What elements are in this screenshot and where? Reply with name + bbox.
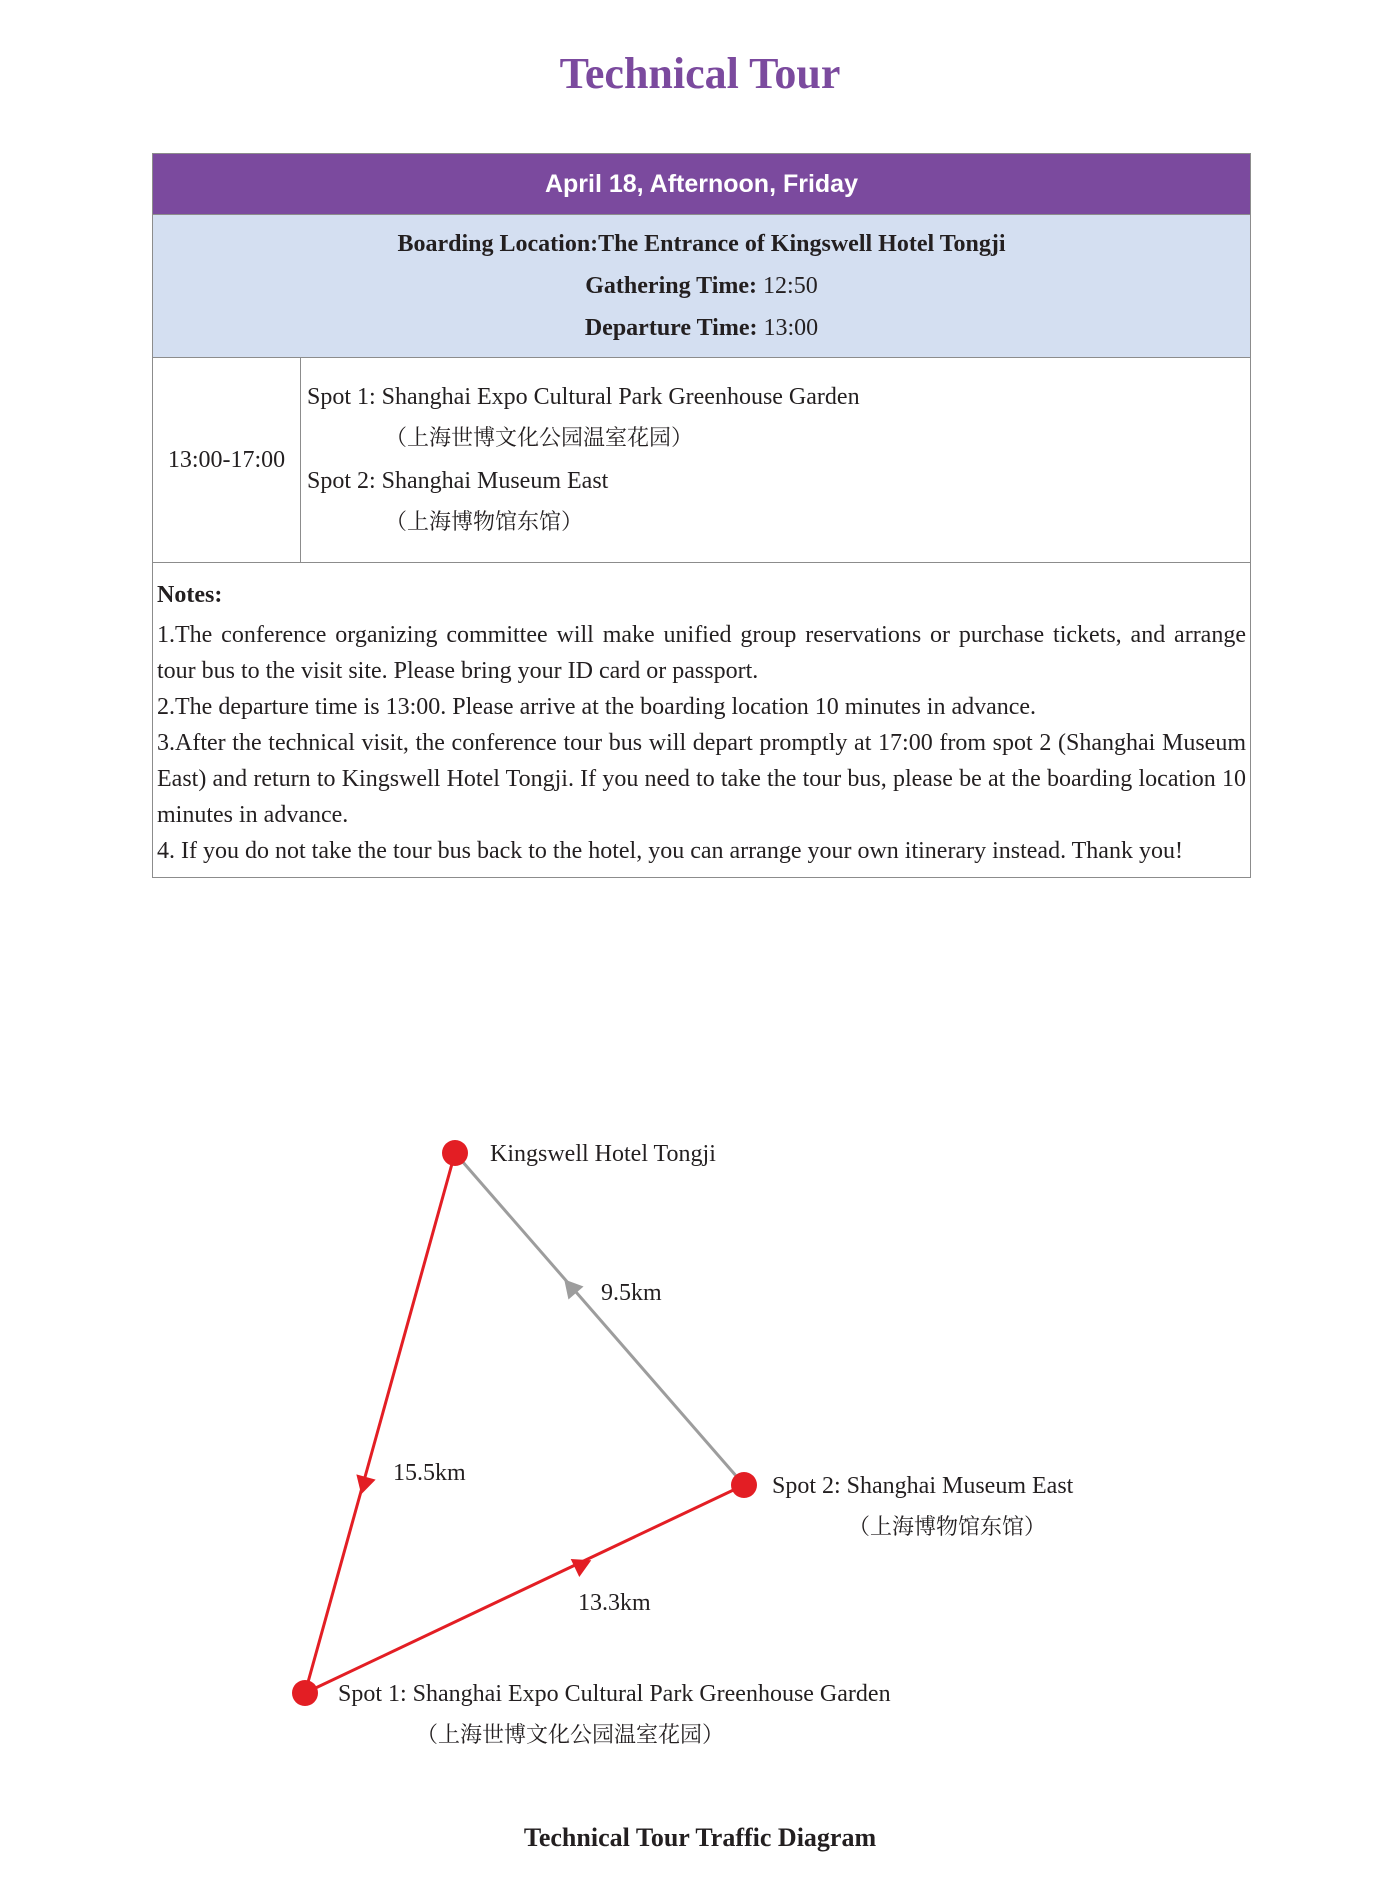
- hotel-node: [442, 1140, 468, 1166]
- arrow-hotel-spot1: [352, 1474, 376, 1497]
- departure-value: 13:00: [763, 315, 819, 341]
- spot1-node: [292, 1680, 318, 1706]
- route-spot1-to-spot2: [305, 1485, 744, 1693]
- distance-spot1-spot2: 13.3km: [578, 1590, 651, 1616]
- page-title: Technical Tour: [559, 49, 841, 98]
- hotel-label: Kingswell Hotel Tongji: [490, 1141, 716, 1167]
- diagram-caption: Technical Tour Traffic Diagram: [523, 1823, 877, 1852]
- route-hotel-to-spot1: [305, 1153, 455, 1693]
- spot1-label: Spot 1: Shanghai Expo Cultural Park Greenhouse Garden: [338, 1681, 891, 1707]
- spot2-label: Spot 2: Shanghai Museum East: [772, 1473, 1074, 1499]
- time-range: 13:00-17:00: [153, 358, 301, 563]
- arrow-spot1-spot2: [571, 1551, 596, 1577]
- spot-1-en: Spot 1: Shanghai Expo Cultural Park Greenhouse Garden: [307, 384, 860, 410]
- spot-2-zh: （上海博物馆东馆）: [385, 510, 584, 535]
- route-spot2-to-hotel: [455, 1153, 744, 1485]
- note-item: 1.The conference organizing committee will make unified group reservations or purchase tickets, and arrange tour bus to the visit site. Please bring your ID card or passport.: [157, 622, 1246, 684]
- note-item: 2.The departure time is 13:00. Please arrive at the boarding location 10 minutes in advance.: [157, 694, 1037, 720]
- gathering-label: Gathering Time:: [585, 273, 758, 299]
- boarding-value: The Entrance of Kingswell Hotel Tongji: [598, 231, 1006, 257]
- date-header: April 18, Afternoon, Friday: [153, 154, 1251, 215]
- spot1-zh-label: （上海世博文化公园温室花园）: [416, 1723, 725, 1748]
- note-item: 3.After the technical visit, the conference tour bus will depart promptly at 17:00 from spot 2 (Shanghai Museum East) and return to Kingswell Hotel Tongji. If you need to take the tour bus, please be at the boarding location 10 minutes in advance.: [157, 730, 1246, 828]
- spot-1-zh: （上海世博文化公园温室花园）: [385, 426, 694, 451]
- note-item: 4. If you do not take the tour bus back to the hotel, you can arrange your own itinerary instead. Thank you!: [157, 838, 1183, 864]
- spot-2-en: Spot 2: Shanghai Museum East: [307, 468, 609, 494]
- spot2-node: [731, 1472, 757, 1498]
- spot2-zh-label: （上海博物馆东馆）: [848, 1515, 1047, 1540]
- departure-label: Departure Time:: [584, 315, 758, 341]
- distance-hotel-spot1: 15.5km: [393, 1460, 466, 1486]
- boarding-label: Boarding Location:: [397, 231, 599, 257]
- gathering-value: 12:50: [763, 273, 818, 299]
- distance-spot2-hotel: 9.5km: [601, 1280, 662, 1306]
- notes-heading: Notes:: [157, 582, 223, 608]
